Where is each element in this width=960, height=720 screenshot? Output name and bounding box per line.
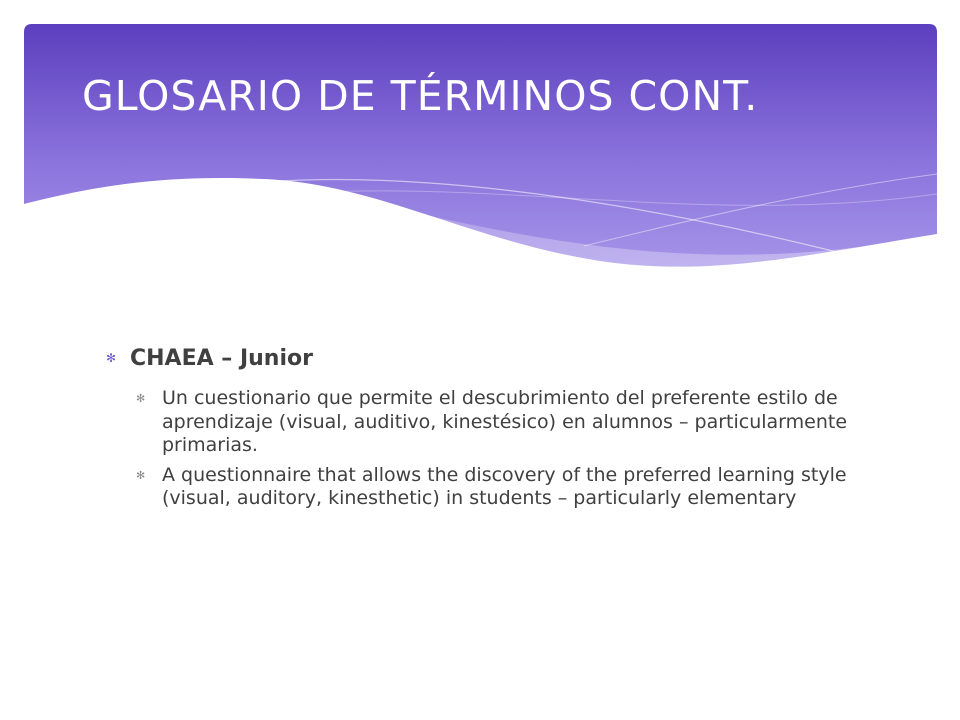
bullet-asterisk-icon: ✻ [106, 351, 117, 365]
slide-content [106, 343, 866, 517]
bullet-heading: CHAEA – Junior [130, 346, 313, 371]
definition-spanish: Un cuestionario que permite el descubrimiento del preferente estilo de aprendizaje (visual, auditivo, kinestésico) en alumnos – particularmente primarias. [162, 387, 848, 456]
title-banner [24, 24, 937, 274]
bullet-item [106, 343, 866, 377]
slide-title: GLOSARIO DE TÉRMINOS CONT. [82, 72, 759, 120]
sub-bullet-item [136, 464, 866, 511]
definition-english: A questionnaire that allows the discovery of the preferred learning style (visual, auditory, kinesthetic) in students – particularly elementary [162, 463, 847, 509]
banner-graphic [24, 24, 937, 274]
sub-bullet-item [136, 387, 866, 458]
bullet-asterisk-icon: ✻ [136, 468, 146, 482]
bullet-asterisk-icon: ✻ [136, 392, 146, 405]
